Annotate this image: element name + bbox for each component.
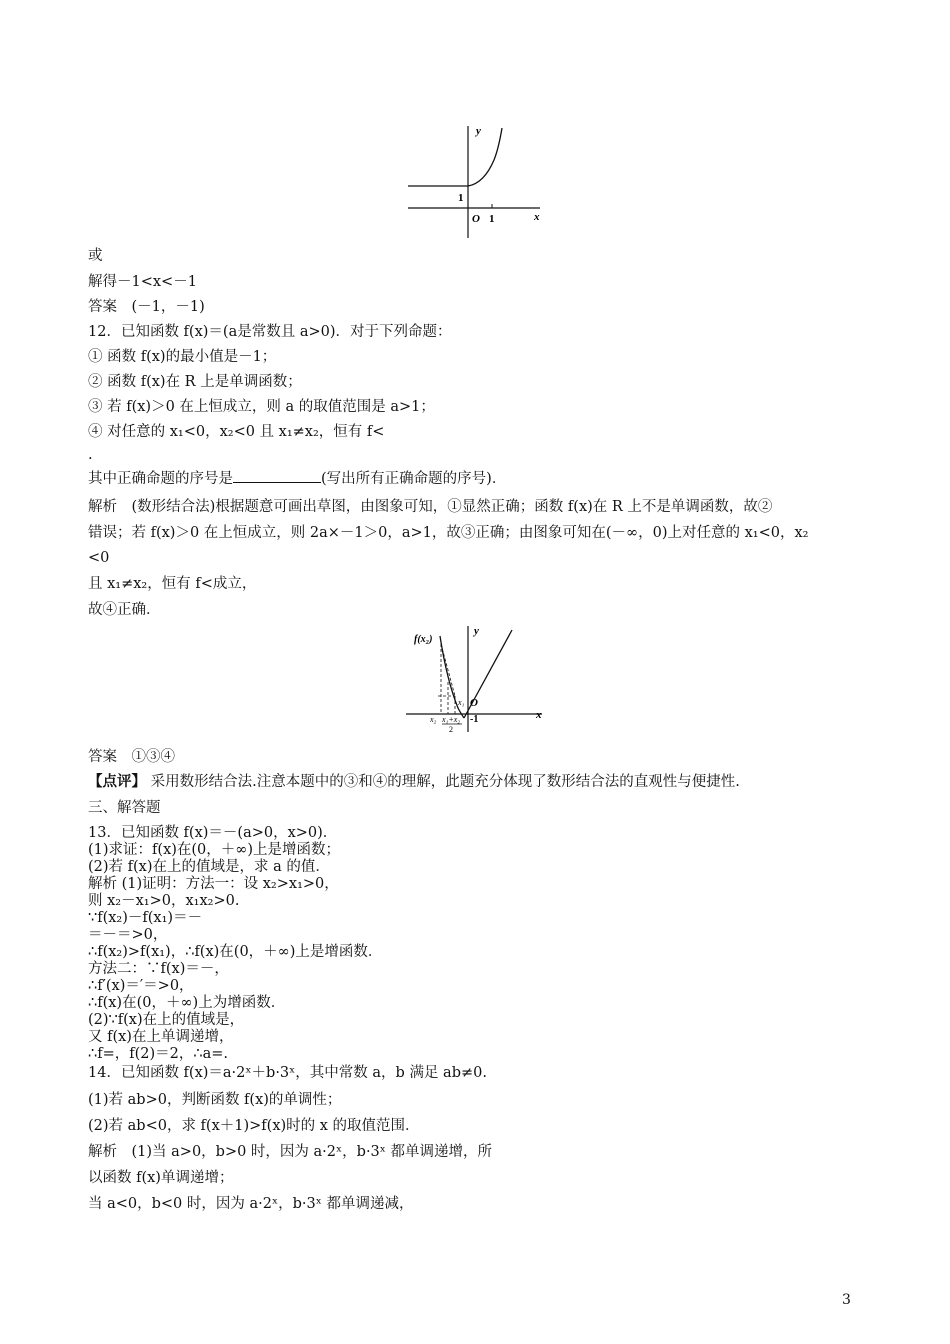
q13-sol-2: 则 x₂－x₁>0，x₁x₂>0. [88,893,240,909]
comment-text: 采用数形结合法.注意本题中的③和④的理解，此题充分体现了数形结合法的直观性与便捷性. [146,774,740,790]
q13-part2: (2)若 f(x)在上的值域是，求 a 的值． [88,859,330,875]
q13-sol-1: 解析 (1)证明：方法一：设 x₂>x₁>0， [88,876,339,892]
q12-analysis-2: 错误；若 f(x)＞0 在上恒成立，则 2a×－1＞0，a>1，故③正确；由图象可知在(－∞，0)上对任意的 x₁<0，x₂ [88,525,809,541]
label-mid-tick: x₁+x₂ [442,715,461,724]
q12-stem: 12．已知函数 f(x)＝(a是常数且 a>0)．对于下列命题： [88,324,452,340]
section-heading: 三、解答题 [88,800,161,816]
q14-part2: (2)若 ab<0，求 f(x＋1)>f(x)时的 x 的取值范围． [88,1118,420,1134]
page-number: 3 [842,1292,851,1308]
q12-answer: 答案 ①③④ [88,749,175,765]
label-minus-one: -1 [470,714,479,725]
label-x1: x₁ [458,698,465,707]
q13-sol-9: (2)∵f(x)在上的值域是， [88,1012,245,1028]
q14-sol-3: 当 a<0，b<0 时，因为 a·2ˣ，b·3ˣ 都单调递减， [88,1196,414,1212]
label-x: x [536,709,542,721]
line-or: 或 [88,248,103,264]
q14-part1: (1)若 ab>0，判断函数 f(x)的单调性； [88,1092,342,1108]
comment [88,772,740,792]
line-solve: 解得－1<x<－1 [88,274,197,290]
q12-prop-4: ④ 对任意的 x₁<0，x₂<0 且 x₁≠x₂，恒有 f< [88,424,385,440]
q12-ask-text: 其中正确命题的序号是 [88,471,233,487]
q13-sol-10: 又 f(x)在上单调递增， [88,1029,234,1045]
label-origin: O [472,213,480,225]
label-y-tick: 1 [458,192,464,204]
q14-sol-2: 以函数 f(x)单调递增； [88,1170,234,1186]
q12-ask [88,468,506,489]
figure-exponential-graph [400,122,550,240]
line-answer-11: 答案 (－1，－1) [88,299,205,315]
q12-analysis-4: 且 x₁≠x₂，恒有 f<成立， [88,576,257,592]
label-y: y [476,125,481,137]
q12-prop-2: ② 函数 f(x)在 R 上是单调函数； [88,374,302,390]
q13-sol-5: ∴f(x₂)>f(x₁)，∴f(x)在(0，＋∞)上是增函数． [88,944,383,960]
comment-tag: 【点评】 [88,773,146,790]
q12-analysis-5: 故④正确． [88,602,161,618]
label-two: 2 [449,725,453,734]
label-origin: O [470,697,478,709]
q12-prop-1: ① 函数 f(x)的最小值是－1； [88,349,277,365]
q14-stem: 14．已知函数 f(x)＝a·2ˣ＋b·3ˣ，其中常数 a，b 满足 ab≠0. [88,1065,487,1081]
q12-prop-3: ③ 若 f(x)＞0 在上恒成立，则 a 的取值范围是 a>1； [88,399,435,415]
q13-stem: 13．已知函数 f(x)＝－(a>0，x>0)． [88,825,338,841]
q13-sol-3: ∵f(x₂)－f(x₁)＝－ [88,910,203,926]
q13-sol-4: ＝－＝>0， [88,927,168,943]
q12-ask-note: (写出所有正确命题的序号)． [321,471,507,487]
q12-analysis-1: 解析 (数形结合法)根据题意可画出草图，由图象可知，①显然正确；函数 f(x)在 R 上不是单调函数，故② [88,499,773,515]
label-fx2: f(x₂) [414,634,433,645]
answer-blank [233,468,321,483]
label-y: y [474,625,479,637]
label-x-tick: 1 [489,213,495,225]
q13-sol-8: ∴f(x)在(0，＋∞)上为增函数． [88,995,286,1011]
figure-v-graph [400,622,550,734]
q13-part1: (1)求证：f(x)在(0，＋∞)上是增函数； [88,842,341,858]
curve [408,128,502,186]
q13-sol-6: 方法二：∵f(x)＝－， [88,961,229,977]
label-x: x [534,211,540,223]
q13-sol-11: ∴f=，f(2)＝2，∴a=. [88,1046,229,1062]
q13-sol-7: ∴f′(x)＝′＝>0， [88,978,194,994]
label-x2-tick: x₂ [430,715,437,724]
q14-sol-1: 解析 (1)当 a>0，b>0 时，因为 a·2ˣ，b·3ˣ 都单调递增，所 [88,1144,493,1160]
q12-analysis-3: <0 [88,550,110,566]
q12-dot: . [88,447,93,463]
